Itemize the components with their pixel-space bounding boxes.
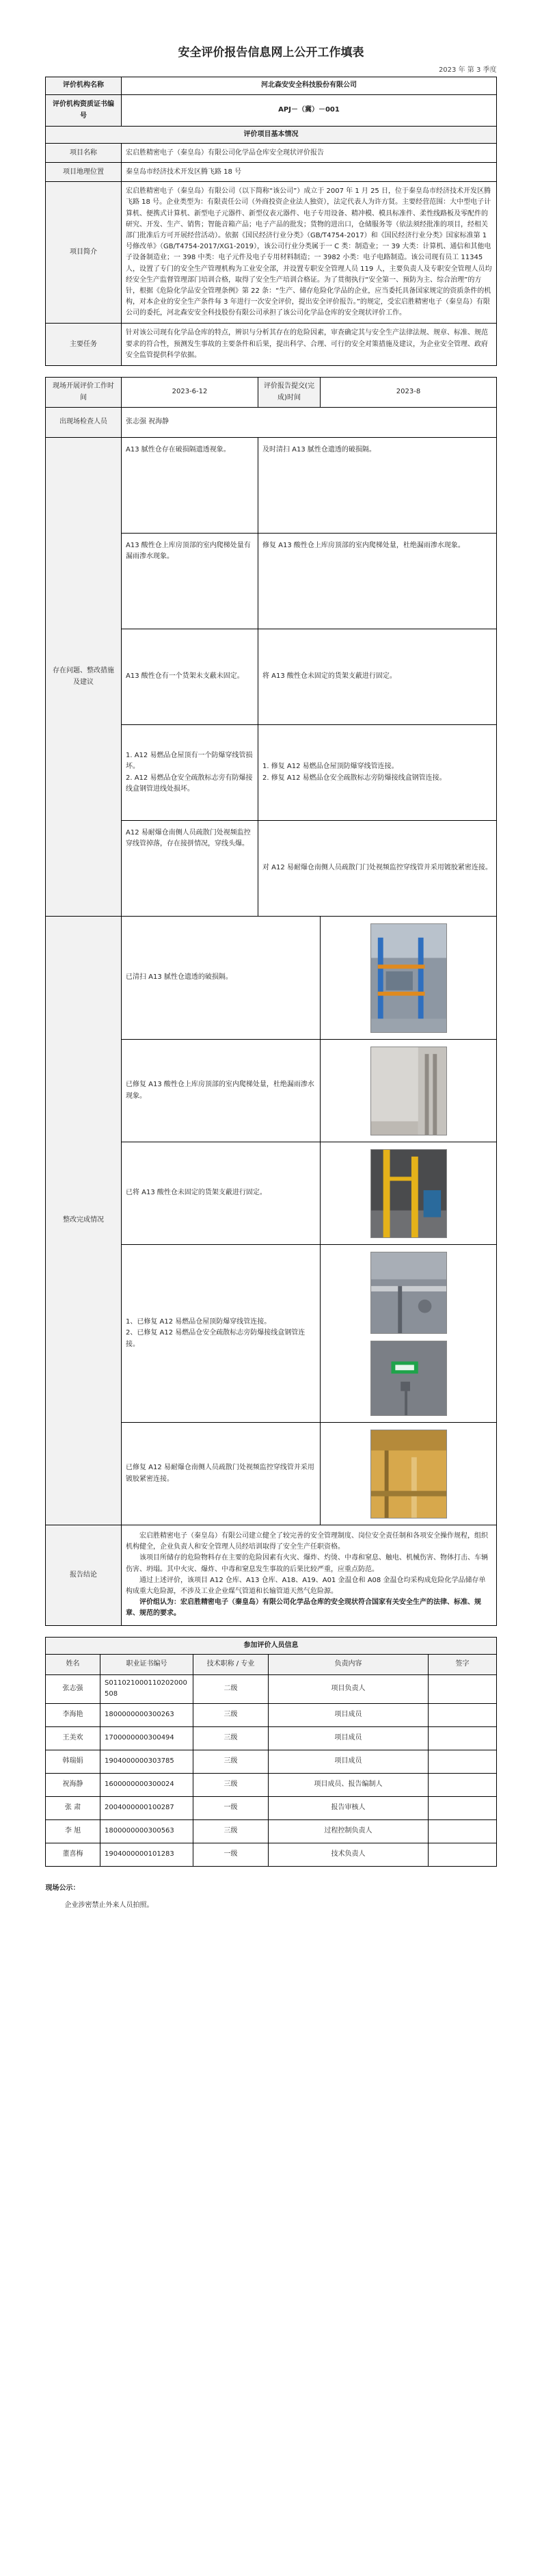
member-name: 祝海静 xyxy=(45,1773,100,1796)
member-duty: 项目成员、报告编制人 xyxy=(268,1773,428,1796)
issue-problem: A13 腻性仓存在破损隔遗透视象。 xyxy=(121,438,258,534)
table-row xyxy=(45,1674,496,1703)
inspectors-value: 张志强 祝海静 xyxy=(121,408,496,438)
member-cert: 1904000000303785 xyxy=(100,1750,193,1773)
member-level: 三级 xyxy=(193,1726,268,1750)
member-signature xyxy=(428,1726,496,1750)
project-location-value: 秦皇岛市经济技术开发区腾飞路 18 号 xyxy=(122,163,497,182)
project-intro-label: 项目简介 xyxy=(46,182,122,324)
org-label: 评价机构名称 xyxy=(46,77,122,95)
member-level: 一级 xyxy=(193,1843,268,1866)
member-name: 张志强 xyxy=(45,1674,100,1703)
member-duty: 项目成员 xyxy=(268,1750,428,1773)
member-duty: 项目成员 xyxy=(268,1726,428,1750)
rectification-text: 1、已修复 A12 易燃品仓屋顶防爆穿线管连接。 2、已修复 A12 易燃品仓安全疏散标志旁防爆接线盒钢管连接。 xyxy=(121,1245,320,1423)
rectification-text: 已清扫 A13 腻性仓遗透的破损隔。 xyxy=(121,917,320,1040)
member-duty: 项目负责人 xyxy=(268,1674,428,1703)
wall-photo xyxy=(371,1047,446,1135)
rectification-text: 已将 A13 酸性仓未固定的货架支蔽进行固定。 xyxy=(121,1142,320,1245)
project-info-table xyxy=(45,77,497,366)
rectification-photo-cell xyxy=(321,1142,497,1245)
rectification-photo xyxy=(370,923,447,1033)
exit-sign-photo xyxy=(371,1341,446,1415)
member-cert: 1800000000300263 xyxy=(100,1703,193,1726)
member-signature xyxy=(428,1773,496,1796)
member-signature xyxy=(428,1703,496,1726)
cert-label: 评价机构资质证书编号 xyxy=(46,95,122,127)
rectification-photo-cell xyxy=(321,917,497,1040)
rectification-text: 已修复 A13 酸性仓上库房顶部的室内爬梯处量，杜绝漏雨渗水现象。 xyxy=(121,1040,320,1142)
onsite-note xyxy=(46,1882,497,1909)
member-signature xyxy=(428,1843,496,1866)
conclusion-label: 报告结论 xyxy=(45,1525,121,1626)
table-row xyxy=(45,1773,496,1796)
conclusion-para: 评价组认为：宏启胜精密电子（秦皇岛）有限公司化学品仓库的安全现状符合国家有关安全生产的法律、标准、规章、规范的要求。 xyxy=(125,1599,481,1618)
members-header: 姓名 xyxy=(45,1654,100,1674)
inspectors-label: 出现场检查人员 xyxy=(45,408,121,438)
table-row xyxy=(45,1796,496,1819)
report-time-label: 评价报告提交(完成)时间 xyxy=(258,378,321,408)
rectification-photo-cell xyxy=(321,1245,497,1423)
member-level: 二级 xyxy=(193,1674,268,1703)
member-signature xyxy=(428,1796,496,1819)
issue-problem: A13 酸性仓有一个货架未支蔽未固定。 xyxy=(121,629,258,725)
org-value: 河北森安安全科技股份有限公司 xyxy=(122,77,497,95)
members-title: 参加评价人员信息 xyxy=(45,1637,496,1654)
members-header: 职业证书编号 xyxy=(100,1654,193,1674)
member-cert: S011021000110202000508 xyxy=(100,1674,193,1703)
conclusion-para: 该项目所储存的危险物料存在主要的危险因素有火灾、爆炸、灼烫、中毒和窒息、触电、机械伤害、物体打击、车辆伤害、坍塌。其中火灾、爆炸、中毒和窒息发生事故的后果比较严重，应重点防范。 xyxy=(125,1554,488,1573)
member-duty: 过程控制负责人 xyxy=(268,1819,428,1843)
member-name: 董喜梅 xyxy=(45,1843,100,1866)
document-title: 安全评价报告信息网上公开工作填表 xyxy=(178,46,364,60)
member-level: 三级 xyxy=(193,1819,268,1843)
note-title: 现场公示： xyxy=(45,1884,80,1892)
note-content: 企业涉密禁止外来人员拍照。 xyxy=(64,1901,154,1909)
members-header: 签字 xyxy=(428,1654,496,1674)
table-row xyxy=(45,1843,496,1866)
issues-label: 存在问题、整改措施及建议 xyxy=(45,438,121,917)
conduit-photo xyxy=(371,1252,446,1333)
rectification-text: 已修复 A12 易耐爆仓南侧人员疏散门处视频监控穿线管并采用镀胶紧密连接。 xyxy=(121,1423,320,1525)
member-level: 一级 xyxy=(193,1796,268,1819)
issue-problem: A12 易耐爆仓南侧人员疏散门处视频监控穿线管掉落，存在接拼情况，穿线头爆。 xyxy=(121,821,258,917)
issue-problem: 1. A12 易燃品仓屋顶有一个防爆穿线管损坏。 2. A12 易燃品仓安全疏散标志旁有防爆接线盒钢管进线处损坏。 xyxy=(121,725,258,821)
conclusion-para: 宏启胜精密电子（秦皇岛）有限公司建立健全了较完善的安全管理制度、岗位安全责任制和各项安全操作规程，组织机构健全，企业负责人和安全管理人员经培训取得了安全生产任职资格。 xyxy=(125,1532,488,1551)
members-table xyxy=(45,1637,497,1867)
work-time-label: 现场开展评价工作时间 xyxy=(45,378,121,408)
member-cert: 1904000000101283 xyxy=(100,1843,193,1866)
project-name-value: 宏启胜精密电子（秦皇岛）有限公司化学品仓库安全现状评价报告 xyxy=(122,144,497,163)
rectification-photo-cell xyxy=(321,1040,497,1142)
project-name-label: 项目名称 xyxy=(46,144,122,163)
member-name: 韩瑞娟 xyxy=(45,1750,100,1773)
member-duty: 报告审核人 xyxy=(268,1796,428,1819)
conclusion-para: 通过上述评价，该项目 A12 仓库、A13 仓库、A18、A19、A01 金温仓和 A08 金温仓均采构成危险化学品储存单构成重大危险源，不涉及工业企业煤气管道和长输管道天然气危险源。 xyxy=(125,1576,486,1595)
issue-problem: A13 酸性仓上库房顶部的室内爬梯处量有漏雨渗水现象。 xyxy=(121,534,258,629)
period-year: 2023 xyxy=(438,66,457,74)
project-task-label: 主要任务 xyxy=(46,324,122,366)
member-cert: 1600000000300024 xyxy=(100,1773,193,1796)
conclusion-content xyxy=(121,1525,496,1626)
cert-value: APJ－（冀）－001 xyxy=(122,95,497,127)
members-header: 负责内容 xyxy=(268,1654,428,1674)
member-level: 三级 xyxy=(193,1773,268,1796)
member-name: 王美欢 xyxy=(45,1726,100,1750)
issue-fix: 对 A12 易耐爆仓南侧人员疏散门门处视频监控穿线管并采用镀胶紧密连接。 xyxy=(258,821,497,917)
rectification-photo xyxy=(370,1252,447,1334)
rectification-photo xyxy=(370,1047,447,1135)
warehouse-shelf-photo xyxy=(371,924,446,1032)
member-name: 李海艳 xyxy=(45,1703,100,1726)
member-cert: 2004000000100287 xyxy=(100,1796,193,1819)
member-name: 张 肃 xyxy=(45,1796,100,1819)
work-time-value: 2023-6-12 xyxy=(121,378,258,408)
members-header: 技术职称 / 专业 xyxy=(193,1654,268,1674)
period-quarter: 第 3 季度 xyxy=(467,66,497,74)
table-row xyxy=(45,1726,496,1750)
member-signature xyxy=(428,1819,496,1843)
evaluation-table xyxy=(45,377,497,1626)
member-cert: 1700000000300494 xyxy=(100,1726,193,1750)
member-duty: 项目成员 xyxy=(268,1703,428,1726)
rectification-photo xyxy=(370,1149,447,1238)
report-time-value: 2023-8 xyxy=(321,378,497,408)
table-row xyxy=(45,1703,496,1726)
ceiling-pipe-photo xyxy=(371,1430,446,1518)
member-signature xyxy=(428,1750,496,1773)
shelf-support-photo xyxy=(371,1150,446,1237)
project-section-title: 评价项目基本情况 xyxy=(46,127,497,144)
issue-fix: 将 A13 酸性仓未固定的货架支蔽进行固定。 xyxy=(258,629,497,725)
issue-fix: 1. 修复 A12 易燃品仓屋顶防爆穿线管连接。 2. 修复 A12 易燃品仓安全疏散标志旁防爆接线盒钢管连接。 xyxy=(258,725,497,821)
member-duty: 技术负责人 xyxy=(268,1843,428,1866)
report-period xyxy=(46,64,497,74)
project-location-label: 项目地理位置 xyxy=(46,163,122,182)
project-intro-value: 宏启胜精密电子（秦皇岛）有限公司（以下简称“该公司”）成立于 2007 年 1 月 25 日，位于秦皇岛市经济技术开发区腾飞路 18 号。企业类型为：有限责任公司（外商投资企业法人独资），法定代表人为许方贤。主要经营范围：大中型电子计算机、便携式计算机、新型电子元器件、新型仪表元器件、电子专用设备、精冲模、模具标准件、柔性线路板及零配件的研究、开发、生产、销售；智能音箱产品；电子产品的批发；货物的进出口，仓储服务等（依法须经批准的项目，经相关部门批准后方可开展经营活动）。依据《国民经济行业分类》（GB/T4754-2017）和《国民经济行业分类》国家标准第 1 号修改单》（GB/T4754-2017/XG1-2019），该公司行业分类属于一 C 类：制造业；一 39 大类：计算机、通信和其他电子设备制造业；一 398 中类：电子元件及电子专用材料制造；一 3982 小类：电子电路制造。该公司现有员工 11345 人，设置了专门的安全生产管理机构为工业安全部，并设置专职安全管理人员 119 人，主要负责人及专职安全管理人员均经安全生产监督管理部门培训合格，取得了安全生产培训合格证。为了贯彻执行“安全第一、预防为主、综合治理”的方针，根据《危险化学品安全管理条例》第 22 条：“生产、储存危险化学品的企业，应当委托具备国家规定的资质条件的机构，对本企业的安全生产条件每 3 年进行一次安全评价，提出安全评价报告。”的规定，受宏启胜精密电子（秦皇岛）有限公司的委托，河北森安安全科技股份有限公司承担了该公司化学品仓库的安全现状评价工作。 xyxy=(122,182,497,324)
member-signature xyxy=(428,1674,496,1703)
table-row xyxy=(45,1750,496,1773)
member-cert: 1800000000300563 xyxy=(100,1819,193,1843)
member-level: 三级 xyxy=(193,1750,268,1773)
rectification-photo-cell xyxy=(321,1423,497,1525)
issue-fix: 及时清扫 A13 腻性仓遗透的破损隔。 xyxy=(258,438,497,534)
rectification-label: 整改完成情况 xyxy=(45,917,121,1525)
issue-fix: 修复 A13 酸性仓上库房顶部的室内爬梯处量，杜绝漏雨渗水现象。 xyxy=(258,534,497,629)
member-name: 李 旭 xyxy=(45,1819,100,1843)
period-year-unit: 年 xyxy=(458,66,465,74)
member-level: 三级 xyxy=(193,1703,268,1726)
table-row xyxy=(45,1819,496,1843)
project-task-value: 针对该公司现有化学品仓库的特点，辨识与分析其存在的危险因素，审查确定其与安全生产法律法规、规章、标准、规范要求的符合性，预测发生事故的主要条件和后果，提出科学、合理、可行的安全对策措施及建议，为企业安全管理、政府安全监管提供科学依据。 xyxy=(122,324,497,366)
rectification-photo xyxy=(370,1341,447,1416)
rectification-photo xyxy=(370,1430,447,1519)
